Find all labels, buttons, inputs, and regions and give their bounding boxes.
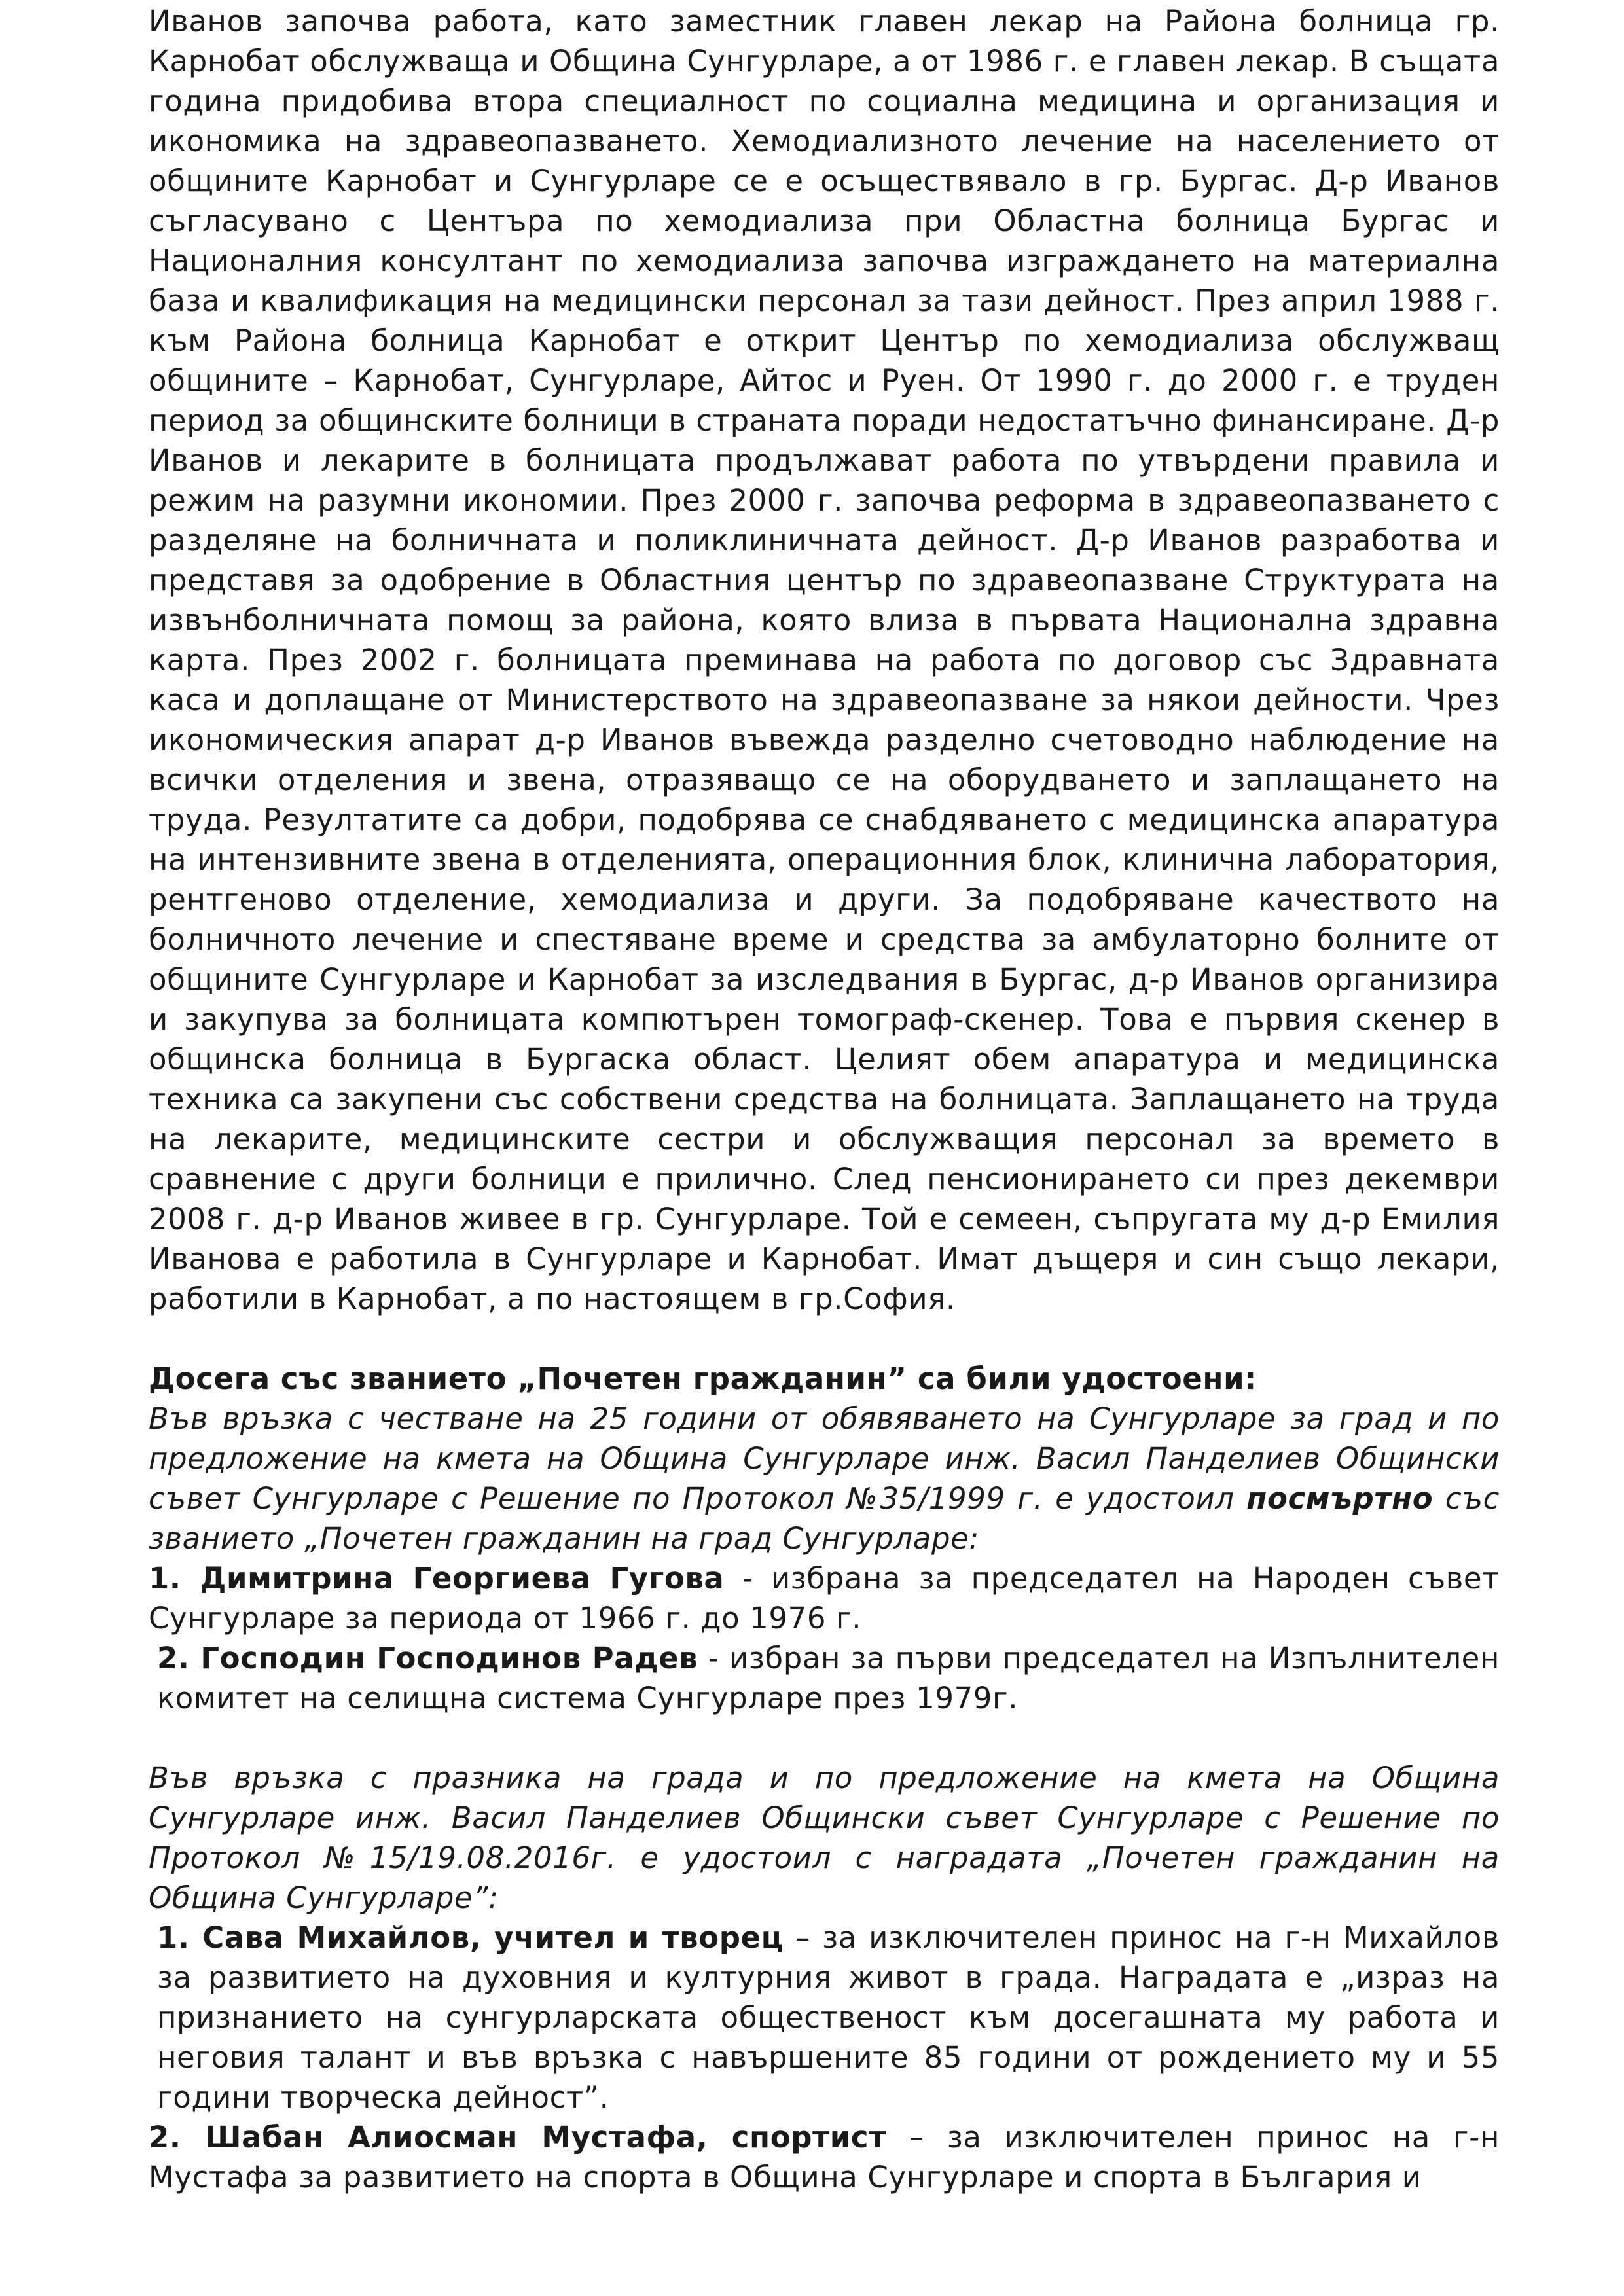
- honoree-description: – за изключителен принос на г-н Михайлов за развитието на духовния и културния живот в града. Наградата е „израз на признанието на сунгурларската общественост към досегашната му работа и неговия талант и във връзка с навършените 85 години от рождението му и 55 години творческа дейност”.: [157, 1920, 1500, 2115]
- section1-intro-text: Във връзка с честване на 25 години от обявяването на Сунгурларе за град и по предложение на кмета на Община Сунгурларе инж. Васил Панделиев Общински съвет Сунгурларе с Решение по Протокол №35/1999 г. е удостоил: [149, 1401, 1500, 1516]
- paragraph-spacer: [149, 1718, 1500, 1758]
- honoree-item: [149, 1638, 1500, 1718]
- honoree-item: [149, 1918, 1500, 2117]
- honoree-item: [149, 2117, 1500, 2197]
- honoree-name: 1. Димитрина Георгиева Гугова: [149, 1561, 725, 1596]
- honorary-heading: Досега със званието „Почетен гражданин” са били удостоени:: [149, 1361, 1257, 1396]
- honoree-description: - избран за първи председател на Изпълнителен комитет на селищна система Сунгурларе през 1979г.: [157, 1641, 1500, 1715]
- honoree-name: 1. Сава Михайлов, учител и творец: [157, 1920, 784, 1955]
- section2-intro: Във връзка с празника на града и по предложение на кмета на Община Сунгурларе инж. Васил Панделиев Общински съвет Сунгурларе с Решение по Протокол №15/19.08.2016г. е удостоил с наградата „Почетен гражданин на Община Сунгурларе”:: [149, 1761, 1500, 1915]
- document-page: [149, 0, 1500, 2197]
- biography-paragraph: Иванов започва работа, като заместник главен лекар на Района болница гр. Карнобат обслужваща и Община Сунгурларе, а от 1986 г. е главен лекар. В същата година придобива втора специалност по социална медицина и организация и икономика на здравеопазването. Хемодиализното лечение на населението от общините Карнобат и Сунгурларе се е осъществявало в гр. Бургас. Д-р Иванов съгласувано с Центъра по хемодиализа при Областна болница Бургас и Националния консултант по хемодиализа започва изграждането на материална база и квалификация на медицински персонал за тази дейност. През април 1988 г. към Района болница Карнобат е открит Център по хемодиализа обслужващ общините – Карнобат, Сунгурларе, Айтос и Руен. От 1990 г. до 2000 г. е труден период за общинските болници в страната поради недостатъчно финансиране. Д-р Иванов и лекарите в болницата продължават работа по утвърдени правила и режим на разумни икономии. През 2000 г. започва реформа в здравеопазването с разделяне на болничната и поликлиничната дейност. Д-р Иванов разработва и представя за одобрение в Областния център по здравеопазване Структурата на извънболничната помощ за района, която влиза в първата Национална здравна карта. През 2002 г. болницата преминава на работа по договор със Здравната каса и доплащане от Министерството на здравеопазване за някои дейности. Чрез икономическия апарат д-р Иванов въвежда разделно счетоводно наблюдение на всички отделения и звена, отразяващо се на оборудването и заплащането на труда. Резултатите са добри, подобрява се снабдяването с медицинска апаратура на интензивните звена в отделенията, операционния блок, клинична лаборатория, рентгеново отделение, хемодиализа и други. За подобряване качеството на болничното лечение и спестяване време и средства за амбулаторно болните от общините Сунгурларе и Карнобат за изследвания в Бургас, д-р Иванов организира и закупува за болницата компютърен томограф-скенер. Това е първия скенер в общинска болница в Бургаска област. Целият обем апаратура и медицинска техника са закупени със собствени средства на болницата. Заплащането на труда на лекарите, медицинските сестри и обслужващия персонал за времето в сравнение с други болници е прилично. След пенсионирането си през декември 2008 г. д-р Иванов живее в гр. Сунгурларе. Той е семеен, съпругата му д-р Емилия Иванова е работила в Сунгурларе и Карнобат. Имат дъщеря и син също лекари, работили в Карнобат, а по настоящем в гр.София.: [149, 4, 1500, 1316]
- honoree-name: 2. Шабан Алиосман Мустафа, спортист: [149, 2120, 886, 2155]
- section1-intro: [149, 1399, 1500, 1558]
- honoree-description: – за изключителен принос на г-н Мустафа за развитието на спорта в Община Сунгурларе и спорта в България и: [149, 2120, 1500, 2195]
- honoree-name: 2. Господин Господинов Радев: [157, 1641, 698, 1676]
- honoree-item: [149, 1558, 1500, 1638]
- section1-intro-tail: със званието „Почетен гражданин на град Сунгурларе:: [149, 1481, 1500, 1556]
- section1-intro-emphasis: посмъртно: [1246, 1481, 1434, 1516]
- honoree-description: - избрана за председател на Народен съвет Сунгурларе за периода от 1966 г. до 1976 г.: [149, 1561, 1500, 1636]
